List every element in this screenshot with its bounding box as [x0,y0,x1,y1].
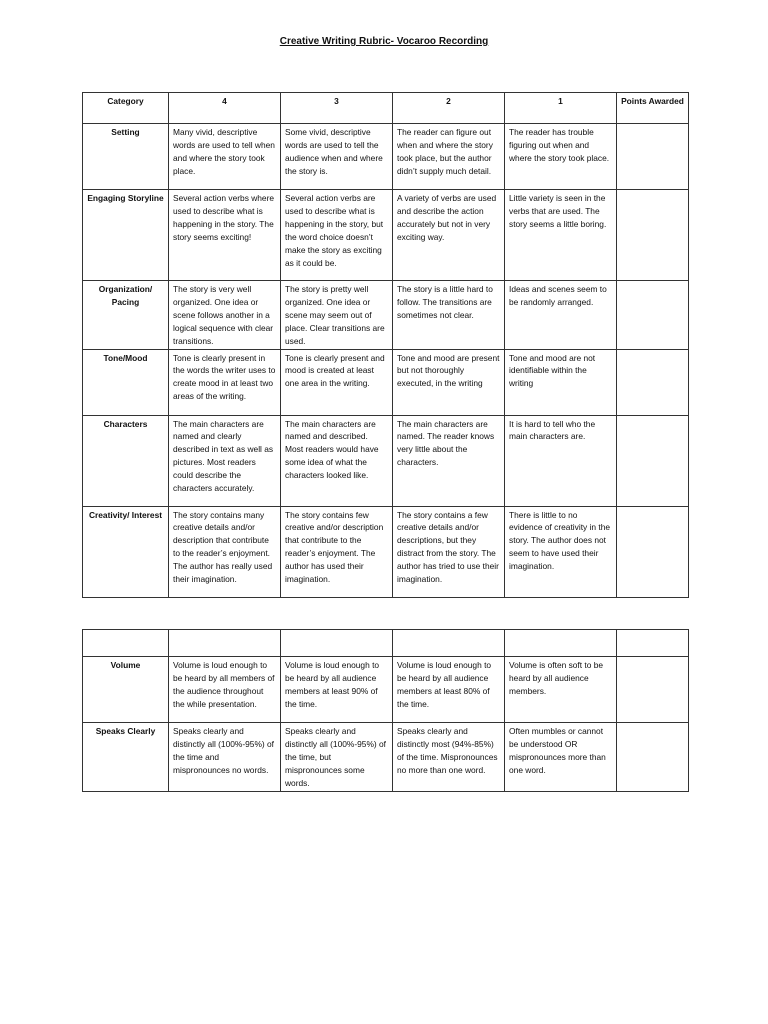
criteria-cell: The story is a little hard to follow. The transitions are sometimes not clear. [393,281,505,350]
criteria-cell: The story contains few creative and/or description that contribute to the reader’s enjoyment. The author has used their imagination. [281,506,393,597]
page-title: Creative Writing Rubric- Vocaroo Recording [279,36,489,47]
criteria-cell: Little variety is seen in the verbs that are used. The story seems a little boring. [505,190,617,281]
table-row [83,415,689,506]
empty-header-cell [281,630,393,657]
criteria-cell: The story contains many creative details and/or description that contribute to the reader’s enjoyment. The author has really used their imagination. [169,506,281,597]
criteria-cell: Speaks clearly and distinctly all (100%-95%) of the time and mispronounces no words. [169,723,281,792]
table-row [83,124,689,190]
criteria-cell: The story is very well organized. One idea or scene follows another in a logical sequence with clear transitions. [169,281,281,350]
table-header-row [83,630,689,657]
header-level-3: 3 [281,93,393,124]
criteria-cell: The reader can figure out when and where the story took place, but the author didn’t supply much detail. [393,124,505,190]
category-cell: Speaks Clearly [83,723,169,792]
criteria-cell: The main characters are named and clearly described in text as well as pictures. Most readers could describe the characters accurately. [169,415,281,506]
criteria-cell: Tone and mood are present but not thoroughly executed, in the writing [393,349,505,415]
points-cell[interactable] [617,281,689,350]
category-cell: Characters [83,415,169,506]
empty-header-cell [169,630,281,657]
criteria-cell: Tone and mood are not identifiable within the writing [505,349,617,415]
criteria-cell: Many vivid, descriptive words are used to tell when and where the story took place. [169,124,281,190]
table-row [83,506,689,597]
criteria-cell: Volume is often soft to be heard by all audience members. [505,657,617,723]
empty-header-cell [617,630,689,657]
points-cell[interactable] [617,657,689,723]
header-category: Category [83,93,169,124]
points-cell[interactable] [617,415,689,506]
criteria-cell: Speaks clearly and distinctly all (100%-95%) of the time, but mispronounces some words. [281,723,393,792]
rubric-table [82,92,689,598]
criteria-cell: The story contains a few creative details and/or descriptions, but they distract from the story. The author has tried to use their imagination. [393,506,505,597]
criteria-cell: Ideas and scenes seem to be randomly arranged. [505,281,617,350]
points-cell[interactable] [617,190,689,281]
criteria-cell: Speaks clearly and distinctly most (94%-85%) of the time. Mispronounces no more than one word. [393,723,505,792]
criteria-cell: Often mumbles or cannot be understood OR mispronounces more than one word. [505,723,617,792]
criteria-cell: Some vivid, descriptive words are used to tell the audience when and where the story is. [281,124,393,190]
category-cell: Volume [83,657,169,723]
points-cell[interactable] [617,723,689,792]
table-header-row [83,93,689,124]
criteria-cell: Volume is loud enough to be heard by all audience members at least 80% of the time. [393,657,505,723]
header-level-2: 2 [393,93,505,124]
category-cell: Setting [83,124,169,190]
table-row [83,281,689,350]
category-cell: Tone/Mood [83,349,169,415]
criteria-cell: The main characters are named. The reader knows very little about the characters. [393,415,505,506]
presentation-rubric-table [82,629,689,792]
header-points-awarded: Points Awarded [617,93,689,124]
criteria-cell: Tone is clearly present in the words the writer uses to create mood in at least two areas of the writing. [169,349,281,415]
category-cell: Organization/ Pacing [83,281,169,350]
criteria-cell: The reader has trouble figuring out when and where the story took place. [505,124,617,190]
criteria-cell: The story is pretty well organized. One idea or scene may seem out of place. Clear transitions are used. [281,281,393,350]
points-cell[interactable] [617,349,689,415]
category-cell: Engaging Storyline [83,190,169,281]
category-cell: Creativity/ Interest [83,506,169,597]
empty-header-cell [393,630,505,657]
criteria-cell: The main characters are named and described. Most readers would have some idea of what the characters looked like. [281,415,393,506]
empty-header-cell [83,630,169,657]
points-cell[interactable] [617,506,689,597]
criteria-cell: Volume is loud enough to be heard by all members of the audience throughout the while presentation. [169,657,281,723]
table-row [83,349,689,415]
criteria-cell: A variety of verbs are used and describe the action accurately but not in very exciting way. [393,190,505,281]
criteria-cell: There is little to no evidence of creativity in the story. The author does not seem to have used their imagination. [505,506,617,597]
criteria-cell: Tone is clearly present and mood is created at least one area in the writing. [281,349,393,415]
points-cell[interactable] [617,124,689,190]
criteria-cell: Several action verbs are used to describe what is happening in the story, but the word choice doesn’t make the story as exciting as it could be. [281,190,393,281]
criteria-cell: Volume is loud enough to be heard by all audience members at least 90% of the time. [281,657,393,723]
empty-header-cell [505,630,617,657]
criteria-cell: Several action verbs where used to describe what is happening in the story. The story seems exciting! [169,190,281,281]
criteria-cell: It is hard to tell who the main characters are. [505,415,617,506]
table-row [83,190,689,281]
header-level-1: 1 [505,93,617,124]
table-row [83,723,689,792]
header-level-4: 4 [169,93,281,124]
table-row [83,657,689,723]
